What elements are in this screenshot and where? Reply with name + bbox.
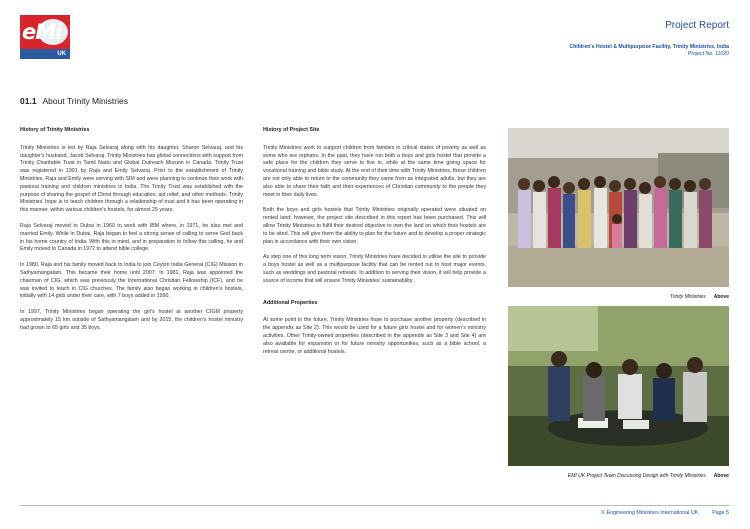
history-paragraph: In 1980, Raja and his family moved back to India to join Ceylon India General (CIG) Mission in Sathyamangalam. This became their home until 2007. In 1981, Raja was appointed the chairman of CIG, which was previously the International Christian Fellowship (ICF), and he was invited to teach in CIG churches. The family also began working in children's hostels, initially with 14 girls under their care, with 7 boys added in 1990.: [20, 262, 243, 300]
team-photo-caption: [568, 473, 729, 479]
project-site-heading: History of Project Site: [263, 127, 320, 133]
history-paragraph: Trinity Ministries is led by Raja Selvaraj along with his daughter, Sharon Selvaraj, and his daughter's husband, Jacob Selvaraj. Trinity Ministries has global connections with support from Trinity Charitable Trust in Tamil Nadu and Global Outreach Mission in Canada. Trinity Trust was registered in 1991 by Raja and Emily Selvaraj. Prior to the establishment of Trinity Ministries, Raja and Emily were serving with SIM and were planning to continue their work with pastoral training and children ministries in India. The Trinity Trust was established with the purpose of sharing the gospel of Christ through education, aid relief, and other methods. Trinity Ministries' hope is to teach children through a relationship of trust and it has been operating in this manner, within various children's hostels, for almost 25 years.: [20, 144, 243, 214]
report-subtitle: Children's Hostel & Multipurpose Facility, Trinity Ministries, India: [569, 44, 729, 50]
project-site-paragraph: Both the boys and girls hostels that Trinity Ministries originally operated were situated on rented land; however, the project site described in this report has been purchased. This will allow Trinity Ministries to fulfil their desired objective to own the land on which their hostels are to be sited. This will give them the ability to plan for the future and to develop a proper strategic plan in accordance with their own vision.: [263, 207, 486, 245]
history-paragraph: In 1997, Trinity Ministries began operating the girl's hostel at another CIGM property approximately 15 km outside of Sathyamangalam and by 2015, the children's hostel ministry had grown to 65 girls and 35 boys.: [20, 309, 243, 331]
caption-text: Trinity Ministries: [669, 294, 706, 300]
logo-uk-label: UK: [57, 51, 66, 57]
section-heading: [20, 96, 128, 106]
report-title: Project Report: [665, 20, 729, 31]
footer-copyright: © Engineering Ministries International UK: [601, 510, 699, 516]
section-title: About Trinity Ministries: [42, 96, 128, 106]
project-site-paragraph: Trinity Ministries work to support children from families in critical states of poverty as well as some who are orphans. In the past, they have run both a boys and girls hostel that provide a safe place for the children they serve to live in, while at the same time giving space for vocational training and bible study. At the end of their time with Trinity Ministries, these children are not only able to return to the community they came from as integrated adults, but they are also able to share their faith and their experiences of Christian community to the people they meet in their daily lives.: [263, 144, 486, 198]
team-discussion-photo: [508, 306, 729, 466]
emi-uk-logo: [20, 15, 70, 59]
section-number: 01.1: [20, 96, 37, 106]
project-site-paragraph: As step one of this long term vision, Trinity Ministries have decided to utilise the site to provide a boys hostel as well as a multipurpose facility that can be rented out to host major events, such as weddings and pastoral retreats. In addition to serving their vision, it will help provide a source of income that will ensure Trinity Ministries' sustainability.: [263, 254, 486, 284]
project-number: Project No. 11020: [687, 51, 729, 57]
caption-position: Above: [713, 294, 729, 300]
additional-properties-paragraph: At some point in the future, Trinity Ministries hope to purchase another property (described in the appendix as Site 2). This would be used for a future girls hostel and for women's ministry activities. Other Trinity-owned properties (described in the appendix as Site 3 and Site 4) are also available for expansion or for future ministry opportunities, such as a bible school, a retreat centre, or additional hostels.: [263, 317, 486, 355]
project-site-column: [263, 127, 486, 364]
group-photo-image: [508, 128, 729, 287]
additional-properties-heading: Additional Properties: [263, 299, 318, 306]
trinity-ministries-group-photo: [508, 128, 729, 287]
group-photo-caption: [670, 294, 729, 300]
footer: [601, 510, 729, 516]
logo-blue-bar: [20, 49, 70, 59]
history-heading: History of Trinity Ministries: [20, 127, 90, 133]
history-paragraph: Raja Selvaraj moved to Dubai in 1960 to work with IBM where, in 1971, he also met and married Emily. While in Dubai, Raja began to feel a strong sense of calling to serve God back in his home country of India. With this in mind, and in preparation to follow this calling, he and Emily moved to Canada in 1972 to attend bible college.: [20, 222, 243, 253]
caption-text: EMI UK Project Team Discussing Design with Trinity Ministries: [567, 473, 706, 479]
caption-position: Above: [713, 473, 729, 479]
team-discussion-image: [508, 306, 729, 466]
history-column: [20, 127, 243, 341]
footer-divider: [20, 505, 730, 506]
logo-text: eMi: [22, 20, 62, 44]
page-number: Page 5: [712, 510, 729, 516]
